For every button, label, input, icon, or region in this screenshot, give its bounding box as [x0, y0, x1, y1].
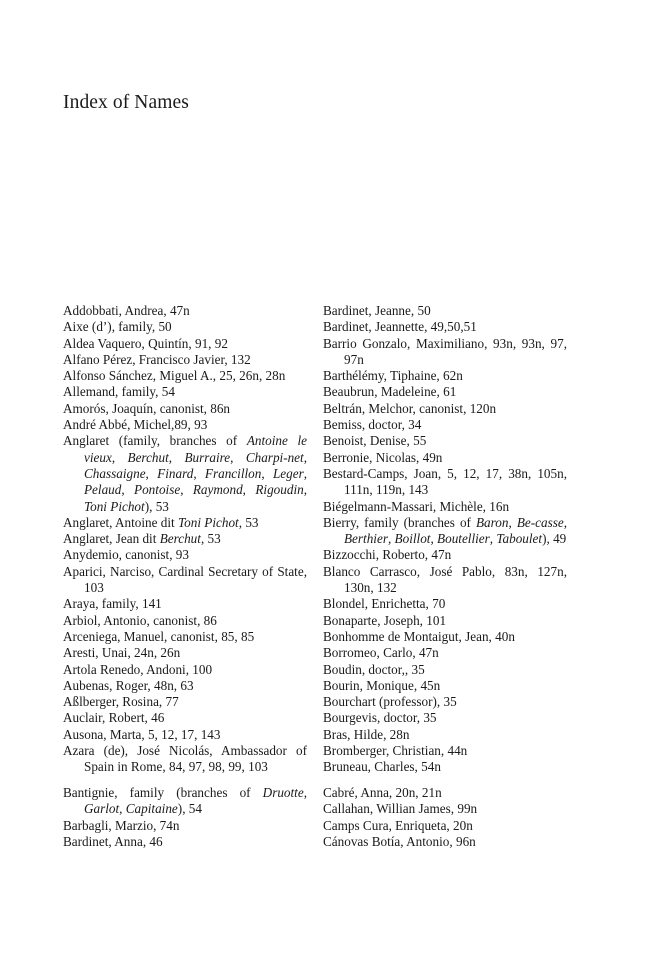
- index-entry-text: Bruneau, Charles, 54n: [323, 759, 441, 775]
- index-entry-text: ,: [261, 465, 273, 481]
- index-entry-text: Bourin, Monique, 45n: [323, 677, 441, 693]
- index-entry-italic-text: Finard: [157, 465, 194, 481]
- index-entry-italic-text: Raymond: [192, 482, 243, 498]
- index-entry: [63, 710, 307, 726]
- index-entry-text: Borromeo, Carlo, 47n: [323, 645, 439, 661]
- index-entry: [323, 818, 567, 834]
- index-entry-text: , 53: [238, 514, 259, 530]
- index-entry-text: ,: [168, 449, 185, 465]
- index-entry-text: ,: [563, 514, 568, 530]
- index-entry: [323, 613, 567, 629]
- index-entry-text: Arceniega, Manuel, canonist, 85, 85: [63, 628, 255, 644]
- index-entry-text: Aparici, Narciso, Cardinal Secretary of State, 103: [63, 563, 307, 596]
- index-entry: [63, 384, 307, 400]
- index-entry-text: ,: [111, 449, 128, 465]
- index-entry: [323, 645, 567, 661]
- index-entry-text: Beaubrun, Madeleine, 61: [323, 384, 457, 400]
- index-entry-text: ,: [387, 531, 395, 547]
- index-entry-text: ,: [303, 482, 307, 498]
- index-entry-text: Berronie, Nicolas, 49n: [323, 449, 443, 465]
- index-entry-text: Anydemio, canonist, 93: [63, 547, 189, 563]
- index-entry: [63, 694, 307, 710]
- index-entry-text: Bardinet, Anna, 46: [63, 834, 163, 849]
- index-entry-italic-text: Pelaud: [84, 482, 122, 498]
- index-entry-text: Auclair, Robert, 46: [63, 710, 165, 726]
- index-entry: [323, 785, 567, 801]
- index-entry-text: Araya, family, 141: [63, 596, 162, 612]
- index-entry: [63, 547, 307, 563]
- index-entry-italic-text: Boutellier: [437, 531, 490, 547]
- index-entry: [323, 384, 567, 400]
- index-entry-text: Allemand, family, 54: [63, 384, 175, 400]
- index-entry-italic-text: Antoine le vieux: [84, 433, 307, 465]
- index-entry-text: Boudin, doctor,, 35: [323, 661, 425, 677]
- index-entry-text: , 53: [200, 531, 221, 547]
- index-entry: [323, 801, 567, 817]
- index-entry-text: Anglaret, Jean dit: [63, 531, 160, 547]
- index-entry: [63, 596, 307, 612]
- index-entry: [63, 785, 307, 818]
- index-entry-italic-text: Charpi-net: [245, 449, 304, 465]
- index-entry: [323, 547, 567, 563]
- index-entry: [63, 352, 307, 368]
- index-entry-italic-text: Leger: [272, 465, 304, 481]
- index-entry-text: Bromberger, Christian, 44n: [323, 743, 468, 759]
- index-entry: [323, 694, 567, 710]
- index-entry-text: Bourgevis, doctor, 35: [323, 710, 437, 726]
- index-entry-text: ,: [119, 801, 126, 817]
- index-entry-text: ,: [242, 482, 256, 498]
- index-entry: [63, 743, 307, 776]
- index-entry: [63, 319, 307, 335]
- index-column-left: [63, 303, 307, 850]
- index-entry: [323, 499, 567, 515]
- index-entry-text: ), 54: [177, 801, 202, 817]
- index-entry-italic-text: Taboulet: [496, 531, 543, 547]
- index-entry: [63, 433, 307, 514]
- index-entry-text: ,: [145, 465, 158, 481]
- index-entry-text: Aldea Vaquero, Quintín, 91, 92: [63, 335, 228, 351]
- index-entry-text: ,: [230, 449, 246, 465]
- index-entry-text: Blondel, Enrichetta, 70: [323, 596, 446, 612]
- index-entry-text: ,: [180, 482, 193, 498]
- index-entry: [323, 743, 567, 759]
- index-entry-text: Bonhomme de Montaigut, Jean, 40n: [323, 628, 515, 644]
- index-entry-text: ,: [193, 465, 205, 481]
- index-entry: [323, 834, 567, 850]
- index-entry: [63, 303, 307, 319]
- index-entry-italic-text: Druotte: [262, 785, 304, 801]
- index-entry-text: Callahan, Willian James, 99n: [323, 801, 478, 817]
- index-entry-text: ,: [489, 531, 497, 547]
- index-entry-italic-text: Capitaine: [125, 801, 178, 817]
- index-entry-text: Camps Cura, Enriqueta, 20n: [323, 817, 473, 833]
- index-entry-text: Bourchart (professor), 35: [323, 694, 457, 710]
- index-entry: [323, 466, 567, 499]
- index-entry-text: Benoist, Denise, 55: [323, 433, 427, 449]
- index-entry-italic-text: Berthier: [344, 531, 388, 547]
- index-entry-text: ), 53: [144, 498, 169, 514]
- index-entry-text: Barthélémy, Tiphaine, 62n: [323, 368, 463, 384]
- index-entry: [323, 629, 567, 645]
- index-entry-text: Azara (de), José Nicolás, Ambassador of Spain in Rome, 84, 97, 98, 99, 103: [63, 743, 307, 775]
- index-entry-text: Aresti, Unai, 24n, 26n: [63, 645, 181, 661]
- index-entry-text: Addobbati, Andrea, 47n: [63, 303, 190, 318]
- index-entry: [63, 531, 307, 547]
- index-entry-text: Bardinet, Jeanne, 50: [323, 303, 431, 318]
- index-entry: [63, 401, 307, 417]
- index-entry: [323, 515, 567, 548]
- index-entry-italic-text: Toni Pichot: [178, 514, 239, 530]
- index-entry-text: Bestard-Camps, Joan, 5, 12, 17, 38n, 105n, 111n, 119n, 143: [323, 465, 567, 498]
- index-entry-text: ,: [303, 465, 308, 481]
- index-entry: [63, 645, 307, 661]
- index-entry-text: ,: [430, 531, 438, 547]
- index-entry-text: Ausona, Marta, 5, 12, 17, 143: [63, 726, 221, 742]
- index-entry-text: Artola Renedo, Andoni, 100: [63, 661, 213, 677]
- index-entry-text: Anglaret (family, branches of: [63, 433, 247, 449]
- index-entry: [323, 336, 567, 369]
- index-entry: [323, 727, 567, 743]
- index-entry: [323, 319, 567, 335]
- index-entry: [63, 662, 307, 678]
- page-title: Index of Names: [63, 92, 189, 113]
- index-entry-text: Cánovas Botía, Antonio, 96n: [323, 834, 476, 849]
- index-entry: [323, 417, 567, 433]
- index-entry: [323, 368, 567, 384]
- index-entry-text: Aubenas, Roger, 48n, 63: [63, 677, 194, 693]
- index-entry-italic-text: Rigoudin: [255, 482, 304, 498]
- index-entry-text: Bardinet, Jeannette, 49,50,51: [323, 319, 477, 335]
- index-entry-text: Bemiss, doctor, 34: [323, 417, 422, 433]
- index-entry-italic-text: Burraire: [184, 449, 231, 465]
- index-entry-text: Beltrán, Melchor, canonist, 120n: [323, 400, 497, 416]
- index-entry-text: Bonaparte, Joseph, 101: [323, 612, 447, 628]
- index-entry-text: Bantignie, family (branches of: [63, 785, 263, 801]
- index-entry: [63, 818, 307, 834]
- index-entry: [323, 596, 567, 612]
- index-entry: [323, 433, 567, 449]
- index-entry: [63, 727, 307, 743]
- index-entry: [323, 710, 567, 726]
- index-entry-text: Anglaret, Antoine dit: [63, 514, 179, 530]
- index-entry-text: Alfano Pérez, Francisco Javier, 132: [63, 351, 251, 367]
- index-entry: [323, 450, 567, 466]
- index-entry-text: Amorós, Joaquín, canonist, 86n: [63, 400, 231, 416]
- index-entry: [63, 368, 307, 384]
- index-entry: [63, 613, 307, 629]
- index-entry-italic-text: Toni Pichot: [84, 498, 145, 514]
- index-entry-text: Aixe (d’), family, 50: [63, 319, 172, 335]
- index-entry: [323, 564, 567, 597]
- index-entry-text: Barrio Gonzalo, Maximiliano, 93n, 93n, 97, 97n: [323, 335, 567, 367]
- index-entry-text: Biégelmann-Massari, Michèle, 16n: [323, 498, 510, 514]
- index-entry-italic-text: Francillon: [204, 465, 262, 481]
- index-entry-text: Blanco Carrasco, José Pablo, 83n, 127n, 130n, 132: [323, 563, 567, 596]
- index-entry-text: Barbagli, Marzio, 74n: [63, 817, 180, 833]
- index-entry-text: Cabré, Anna, 20n, 21n: [323, 785, 442, 801]
- index-entry-text: André Abbé, Michel,89, 93: [63, 417, 208, 433]
- index-entry-text: ,: [508, 514, 517, 530]
- index-entry: [63, 678, 307, 694]
- index-entry: [63, 834, 307, 850]
- index-entry-text: ,: [303, 449, 308, 465]
- index-entry: [323, 303, 567, 319]
- index-entry: [63, 336, 307, 352]
- letter-group-gap: [63, 776, 307, 786]
- index-entry-italic-text: Garlot: [84, 801, 120, 817]
- index-entry: [63, 417, 307, 433]
- index-column-right: [323, 303, 567, 850]
- index-entry: [323, 401, 567, 417]
- index-entry: [63, 564, 307, 597]
- index-entry-text: Alfonso Sánchez, Miguel A., 25, 26n, 28n: [63, 368, 286, 384]
- index-entry-text: Bizzocchi, Roberto, 47n: [323, 547, 452, 563]
- index-entry-text: ,: [303, 785, 307, 801]
- index-entry: [63, 515, 307, 531]
- index-entry-italic-text: Baron: [476, 514, 509, 530]
- index-entry-italic-text: Boillot: [394, 531, 431, 547]
- index-entry-italic-text: Be-casse: [516, 514, 564, 530]
- index-entry: [323, 759, 567, 775]
- index-entry-text: Arbiol, Antonio, canonist, 86: [63, 612, 217, 628]
- index-entry-text: ,: [121, 482, 135, 498]
- index-entry-text: Bierry, family (branches of: [323, 514, 476, 530]
- index-entry: [323, 678, 567, 694]
- index-entry-text: Aßlberger, Rosina, 77: [63, 694, 179, 710]
- letter-group-gap: [323, 776, 567, 786]
- index-entry-italic-text: Berchut: [159, 531, 201, 547]
- index-entry-italic-text: Pontoise: [134, 482, 181, 498]
- index-entry-italic-text: Chassaigne: [84, 465, 146, 481]
- index-entry-italic-text: Berchut: [127, 449, 169, 465]
- index-entry: [63, 629, 307, 645]
- index-entry: [323, 662, 567, 678]
- index-entry-text: Bras, Hilde, 28n: [323, 726, 410, 742]
- index-entry-text: ), 49: [542, 531, 567, 547]
